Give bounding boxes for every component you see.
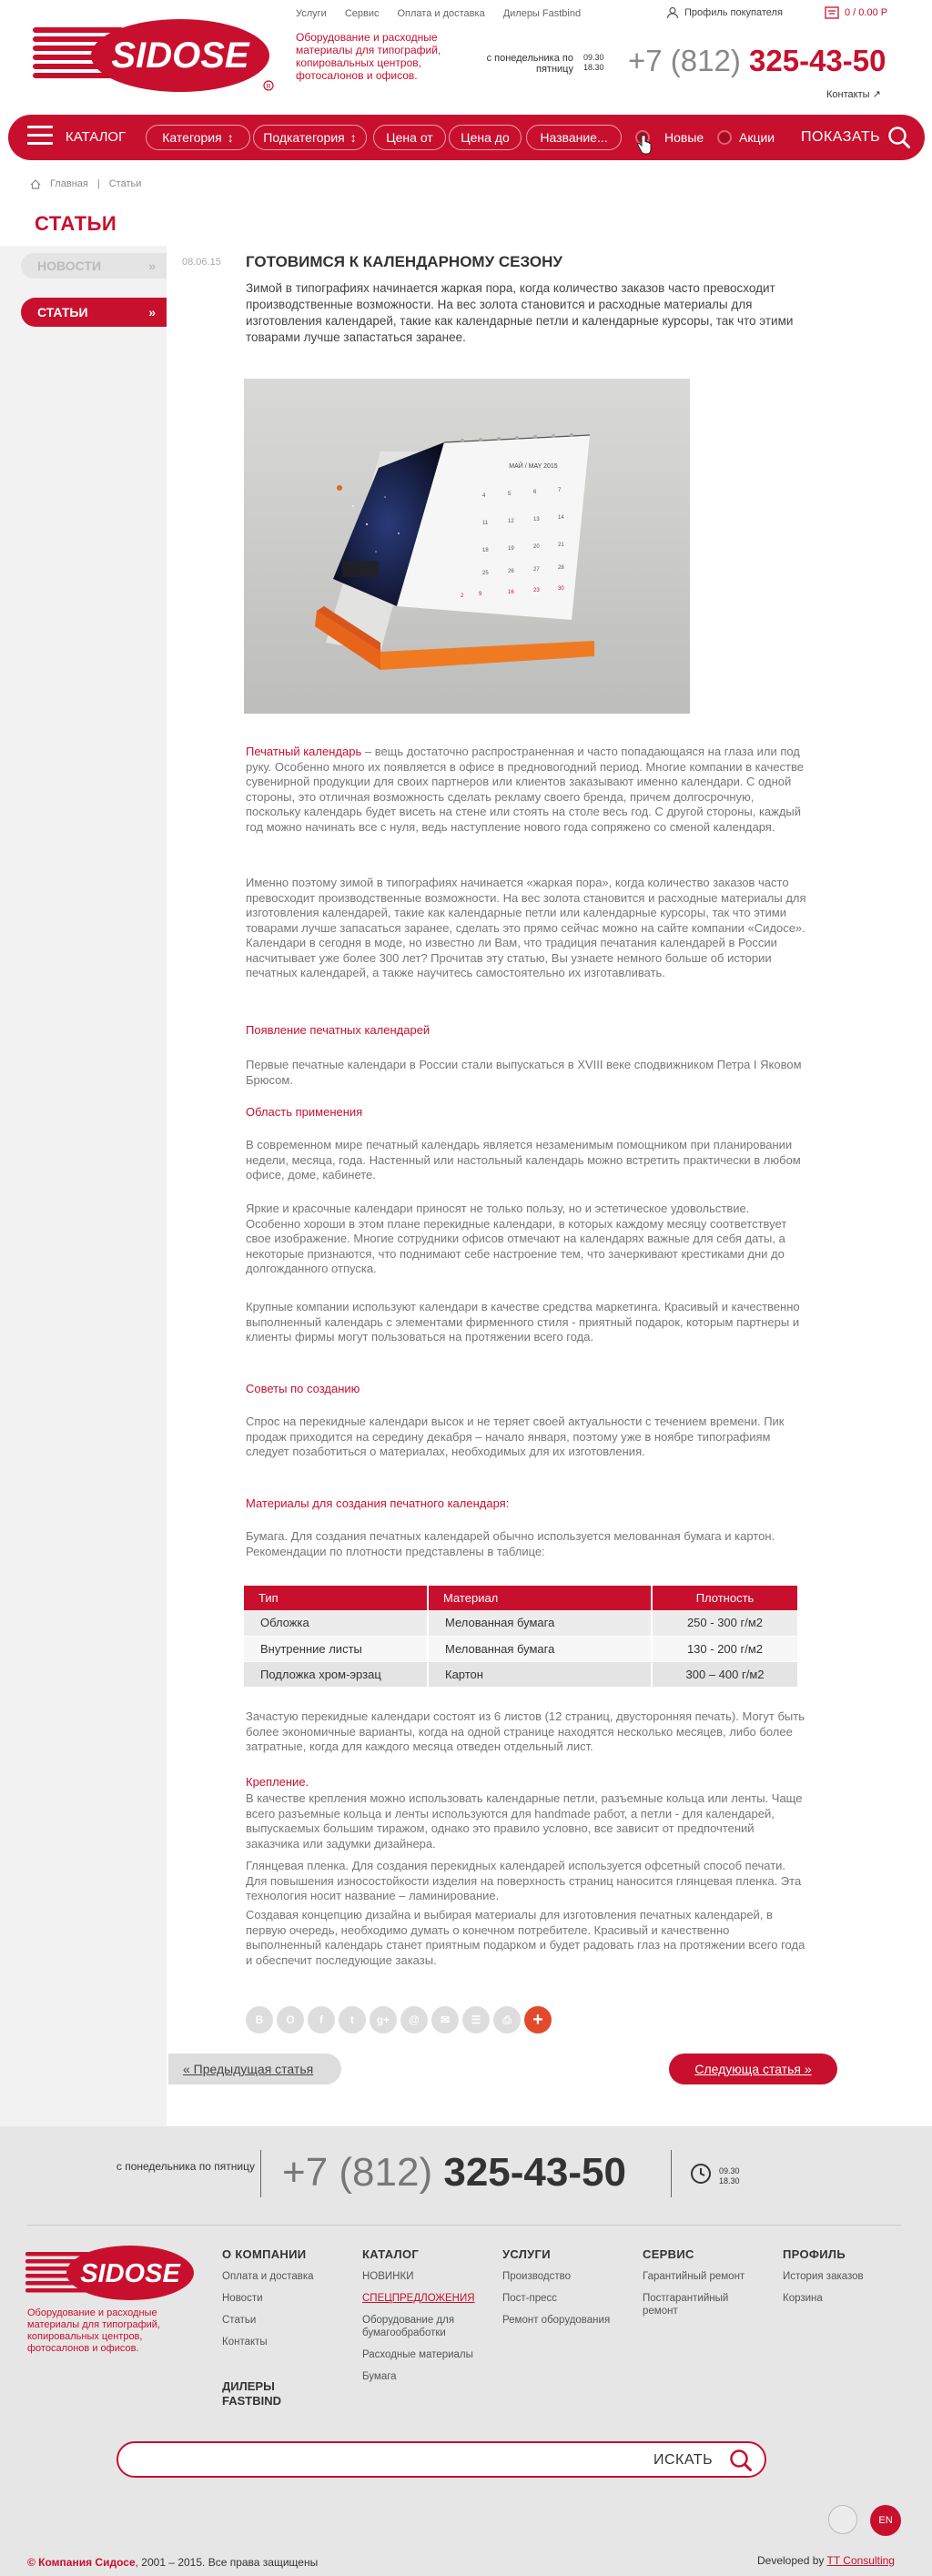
footer-col-services	[502, 2248, 612, 2336]
paragraph-11: Глянцевая пленка. Для создания перекидных календарей используется офсетный способ печати. Для повышения износостойкости изделия на поверхность страниц наносится глянцевая пленка. Эта технология носит название – ламинирование.	[246, 1859, 802, 1902]
article-title: ГОТОВИМСЯ К КАЛЕНДАРНОМУ СЕЗОНУ	[246, 253, 563, 270]
article-date: 08.06.15	[182, 257, 221, 268]
footer-col-catalog	[362, 2248, 481, 2392]
footer-link[interactable]: История заказов	[783, 2271, 864, 2282]
footer-link[interactable]: Гарантийный ремонт	[643, 2271, 745, 2282]
paragraph-3: Первые печатные календари в России стали выпускаться в XVIII веке сподвижником Петра I Яковом Брюсом.	[246, 1058, 802, 1087]
phone-number: 325-43-50	[443, 2150, 626, 2195]
divider	[671, 2150, 672, 2197]
developer-link[interactable]: TT Consulting	[826, 2554, 895, 2567]
footer-link[interactable]: Ремонт оборудования	[502, 2315, 611, 2326]
svg-text:16: 16	[508, 590, 514, 595]
svg-text:11: 11	[482, 521, 489, 526]
contacts-link[interactable]	[826, 88, 881, 100]
footer-link[interactable]: НОВИНКИ	[362, 2271, 414, 2282]
sale-radio[interactable]	[717, 130, 732, 145]
svg-text:26: 26	[508, 569, 514, 574]
calendar-photo	[244, 379, 690, 714]
prev-article-button[interactable]: « Предыдущая статья	[168, 2054, 341, 2084]
table-cell: Обложка	[244, 1610, 428, 1636]
table-header-cell: Плотность	[652, 1586, 798, 1610]
russia-lang-icon[interactable]	[828, 2505, 857, 2534]
footer-phone[interactable]	[282, 2150, 626, 2196]
developer-prefix: Developed by	[757, 2554, 827, 2567]
profile-link[interactable]	[666, 6, 783, 19]
facebook-share-icon[interactable]: f	[308, 2006, 335, 2033]
share-bar	[246, 2006, 552, 2033]
heading-tips: Советы по созданию	[246, 1382, 360, 1395]
svg-text:14: 14	[558, 515, 564, 521]
developer-credit	[757, 2554, 895, 2567]
paragraph-2: Именно поэтому зимой в типографиях начинается «жаркая пора», когда количество заказов часто превосходит производственные возможности. На вес золота становится и расходные материалы для изготовления календарей, такие как календарные петли или календарные курсоры, так что этими товарами лучше запасаться заранее, сделать это прямо сейчас можно на сайте компании «Сидосе». Календари в сегодня в моде, но известно ли Вам, что традиция печатания календарей в России насчитывает уже более 300 лет? Прочитав эту статью, Вы узнаете немного больше об истории печатных календарей, а также научитесь самостоятельно их изготавливать.	[246, 876, 806, 979]
hand-cursor-icon	[637, 135, 652, 155]
sidebar	[0, 246, 167, 2130]
price-from-input[interactable]: Цена от	[373, 125, 446, 150]
sidebar-item-news[interactable]	[21, 253, 167, 279]
footer-col-title: КАТАЛОГ	[362, 2247, 420, 2261]
svg-text:9: 9	[479, 592, 482, 597]
sidebar-item-label: СТАТЬИ	[37, 305, 88, 319]
table-header	[244, 1586, 798, 1610]
footer-search-button[interactable]: ИСКАТЬ	[653, 2452, 714, 2468]
footer-tagline: Оборудование и расходные материалы для типографий, копировальных центров, фотосалонов и офисов.	[27, 2307, 160, 2354]
updown-icon: ↕	[227, 130, 234, 145]
topnav-payment[interactable]: Оплата и доставка	[397, 8, 485, 19]
svg-text:21: 21	[558, 543, 564, 548]
divider	[260, 2150, 261, 2197]
email-share-icon[interactable]: ✉	[431, 2006, 459, 2033]
sidebar-item-articles[interactable]	[21, 298, 167, 327]
table-cell: Подложка хром-эрзац	[244, 1661, 428, 1687]
new-label[interactable]: Новые	[664, 130, 704, 145]
article-lead: Зимой в типографиях начинается жаркая пора, когда количество заказов часто превосходит производственные возможности. На вес золота становится и расходные материалы для изготовления календарей, такие как календарные петли и календарные курсоры, так что этими товарами лучше запастаться заранее.	[246, 281, 794, 344]
category-label: Категория	[162, 130, 222, 145]
breadcrumb-separator: |	[96, 178, 100, 189]
sidose-logo[interactable]	[33, 18, 275, 93]
svg-text:30: 30	[558, 586, 564, 592]
svg-text:5: 5	[508, 492, 512, 497]
topnav-services[interactable]: Услуги	[296, 8, 327, 19]
cart-label: 0 / 0.00 Р	[845, 7, 888, 18]
home-icon[interactable]	[30, 179, 41, 189]
topnav-service[interactable]: Сервис	[344, 8, 380, 19]
footer-col-title: ПРОФИЛЬ	[783, 2247, 846, 2261]
footer-col-title: УСЛУГИ	[502, 2247, 551, 2261]
category-select[interactable]	[146, 125, 250, 150]
subcategory-label: Подкатегория	[263, 130, 345, 145]
catalog-button[interactable]: КАТАЛОГ	[66, 129, 127, 145]
phone-number: 325-43-50	[749, 44, 886, 77]
sale-label[interactable]: Акции	[739, 130, 775, 145]
table-header-cell: Материал	[428, 1586, 652, 1610]
table-row	[244, 1636, 798, 1661]
heading-binding: Крепление.	[246, 1775, 309, 1789]
sidebar-item-label: НОВОСТИ	[37, 259, 102, 273]
next-article-button[interactable]: Следующа статья »	[669, 2054, 837, 2084]
googleplus-share-icon[interactable]: g+	[370, 2006, 397, 2033]
top-nav	[296, 8, 581, 19]
lang-en-button[interactable]: EN	[870, 2505, 901, 2536]
footer-link[interactable]: Оплата и доставка	[222, 2271, 314, 2282]
phone-code: +7 (812)	[628, 44, 741, 77]
printed-calendar-link[interactable]: Печатный календарь	[246, 745, 362, 758]
price-to-input[interactable]: Цена до	[449, 125, 522, 150]
odnoklassniki-share-icon[interactable]: О	[277, 2006, 304, 2033]
svg-text:18: 18	[482, 548, 489, 553]
copyright-text: , 2001 – 2015. Все права защищены	[135, 2556, 319, 2569]
twitter-share-icon[interactable]: t	[339, 2006, 366, 2033]
paragraph-9: Зачастую перекидные календари состоят из 6 листов (12 страниц, двусторонняя печать). Могут быть более экономичные варианты, когда на одной странице находятся несколько месяцев, либо более затратные, когда для каждого месяца отведен отдельный лист.	[246, 1709, 805, 1753]
footer-link[interactable]: Оборудование для бумагообработки	[362, 2315, 455, 2338]
footer-link[interactable]: Расходные материалы	[362, 2349, 473, 2360]
footer-link[interactable]: Новости	[222, 2293, 263, 2304]
footer-link[interactable]: Пост-пресс	[502, 2293, 558, 2304]
footer-link[interactable]: Статьи	[222, 2315, 257, 2326]
footer-col-profile	[783, 2248, 901, 2314]
vk-share-icon[interactable]: В	[246, 2006, 273, 2033]
phone-code: +7 (812)	[282, 2150, 433, 2195]
profile-label: Профиль покупателя	[684, 7, 783, 18]
chevron-right-icon: »	[148, 305, 156, 319]
table-cell: Мелованная бумага	[428, 1610, 652, 1636]
footer-link[interactable]: Контакты	[222, 2337, 268, 2348]
print-icon[interactable]: ⎙	[493, 2006, 521, 2033]
work-hours: 09.30 18.30	[583, 53, 604, 72]
paragraph-10: В качестве крепления можно использовать календарные петли, разъемные кольца или ленты. Чаще всего разъемные кольца и ленты используются для handmade работ, а петли - для календарей, выпускаемых большим тиражом, однако это правило условно, все зависит от предпочтений заказчика или задумки дизайнера.	[246, 1791, 803, 1851]
svg-text:20: 20	[533, 544, 540, 550]
external-link-icon: ↗	[872, 89, 881, 100]
table-cell: Картон	[428, 1661, 652, 1687]
paragraph-1-text: – вещь достаточно распространенная и часто попадающаяся на глаза или под руку. Особенно много их появляется в офисе в предновогодний период. Многие компании в качестве сувенирной продукции для своих партнеров или клиентов заказывают именно календари. С одной стороны, это отличная возможность сделать рекламу своего бренда, причем долгосрочную, поскольку календарь будет висеть на стене или стоять на столе весь год. С другой стороны, каждый год можно начинать все с нуля, ведь наступление нового года сопряжено со сменой календаря.	[246, 745, 805, 834]
chevron-right-icon: »	[148, 259, 156, 273]
copyright	[27, 2556, 318, 2569]
svg-text:19: 19	[508, 546, 514, 552]
breadcrumb	[30, 178, 141, 189]
svg-text:7: 7	[558, 488, 562, 493]
footer-col-title: СЕРВИС	[643, 2247, 694, 2261]
svg-text:12: 12	[508, 519, 514, 524]
more-share-icon[interactable]: +	[524, 2006, 552, 2033]
footer-link[interactable]: СПЕЦПРЕДЛОЖЕНИЯ	[362, 2293, 475, 2304]
paragraph-7: Спрос на перекидные календари высок и не теряет своей актуальности с течением времени. Пик продаж приходится на середину декабря – начало января, поэтому уже в ноябре типографиям следует позаботиться о материалах, необходимых для их изготовления.	[246, 1415, 785, 1458]
footer-schedule: с понедельника по пятницу	[116, 2160, 255, 2173]
footer-link[interactable]: Бумага	[362, 2371, 397, 2382]
footer-col-company	[222, 2248, 350, 2358]
heading-materials: Материалы для создания печатного календаря:	[246, 1496, 510, 1510]
paragraph-1	[246, 745, 806, 835]
footer-dealers-link[interactable]: ДИЛЕРЫ FASTBIND	[222, 2379, 281, 2408]
clock-icon	[690, 2163, 712, 2185]
search-icon[interactable]	[886, 125, 912, 150]
svg-text:28: 28	[558, 565, 564, 571]
paragraph-8: Бумага. Для создания печатных календарей обычно используется мелованная бумага и картон. Рекомендации по плотности представлены в таблице:	[246, 1529, 775, 1558]
paragraph-6: Крупные компании используют календари в качестве средства маркетинга. Красивый и качественно выполненный календарь с элементами фирменного стиля - приятный подарок, которым партнеры и клиенты фирмы могут пользоваться на протяжении всего года.	[246, 1300, 800, 1344]
copyright-brand: © Компания Сидосе	[27, 2556, 136, 2569]
breadcrumb-home[interactable]: Главная	[50, 178, 88, 189]
paragraph-4: В современном мире печатный календарь является незаменимым помощником при планировании недели, месяца, года. Настенный или настольный календарь можно встретить практически в любом офисе, доме, кабинете.	[246, 1138, 801, 1182]
mailru-share-icon[interactable]: @	[400, 2006, 428, 2033]
footer-col-service	[643, 2248, 761, 2327]
logo-text: SIDOSE	[111, 35, 249, 76]
heading-history: Появление печатных календарей	[246, 1023, 431, 1037]
cart-icon	[825, 6, 839, 19]
table-header-cell: Тип	[244, 1586, 428, 1610]
heading-usage: Область применения	[246, 1105, 363, 1119]
svg-text:4: 4	[482, 493, 486, 499]
name-input[interactable]: Название...	[526, 125, 622, 150]
cart-link[interactable]	[825, 6, 887, 19]
table-cell: 130 - 200 г/м2	[652, 1636, 798, 1661]
table-cell: Внутренние листы	[244, 1636, 428, 1661]
paragraph-12: Создавая концепцию дизайна и выбирая материалы для изготовления печатных календарей, в первую очередь, необходимо думать о конечном потребителе. Красивый и качественно выполненный календарь станет приятным подарком и будет радовать глаз на протяжении всего года и обеспечит последующие заказы.	[246, 1908, 805, 1967]
header-tagline: Оборудование и расходные материалы для типографий, копировальных центров, фотосалонов и офисов.	[296, 31, 441, 82]
svg-text:23: 23	[533, 588, 540, 593]
search-icon[interactable]	[728, 2448, 754, 2473]
subcategory-select[interactable]	[253, 125, 367, 150]
logo-text: SIDOSE	[80, 2259, 180, 2288]
table-cell: 250 - 300 г/м2	[652, 1610, 798, 1636]
breadcrumb-current: Статьи	[108, 178, 142, 189]
table-row	[244, 1661, 798, 1687]
contacts-label: Контакты	[826, 89, 870, 100]
svg-text:25: 25	[482, 571, 489, 576]
divider	[27, 2225, 901, 2226]
updown-icon: ↕	[350, 130, 357, 145]
table-row	[244, 1610, 798, 1636]
footer-link[interactable]: Производство	[502, 2271, 571, 2282]
svg-text:27: 27	[533, 567, 540, 573]
density-table	[244, 1586, 799, 1688]
page-title: СТАТЬИ	[35, 212, 117, 235]
header-phone[interactable]	[628, 44, 886, 78]
paragraph-5: Яркие и красочные календари приносят не только пользу, но и эстетическое удовольствие. Особенно хороши в этом плане перекидные календари, в которых каждому месяцу соответствует свое изображение. Многие сотрудники офисов отмечают на календарях важные для себя даты, а некоторые признаются, что поднимают себе настроение тем, что зачеркивают крестиками дни до долгожданного отпуска.	[246, 1202, 787, 1275]
table-cell: 300 – 400 г/м2	[652, 1661, 798, 1687]
show-button[interactable]: ПОКАЗАТЬ	[801, 129, 881, 145]
svg-text:2: 2	[461, 593, 464, 599]
footer-sidose-logo[interactable]	[25, 2245, 198, 2301]
svg-text:R: R	[266, 84, 271, 90]
topnav-dealers[interactable]: Дилеры Fastbind	[502, 8, 582, 19]
user-icon	[666, 6, 679, 19]
svg-text:6: 6	[533, 490, 537, 495]
footer-link[interactable]: Постгарантийный ремонт	[643, 2293, 729, 2317]
calendar-month: МАЙ / MAY 2015	[509, 463, 558, 470]
table-cell: Мелованная бумага	[428, 1636, 652, 1661]
bookmark-share-icon[interactable]: ☰	[462, 2006, 490, 2033]
footer-link[interactable]: Корзина	[783, 2293, 823, 2304]
work-schedule: с понедельника по пятницу	[486, 53, 573, 75]
footer-col-title: О КОМПАНИИ	[222, 2247, 307, 2261]
svg-text:13: 13	[533, 517, 540, 522]
footer-hours: 09.30 18.30	[719, 2166, 740, 2186]
menu-icon[interactable]	[27, 126, 53, 146]
